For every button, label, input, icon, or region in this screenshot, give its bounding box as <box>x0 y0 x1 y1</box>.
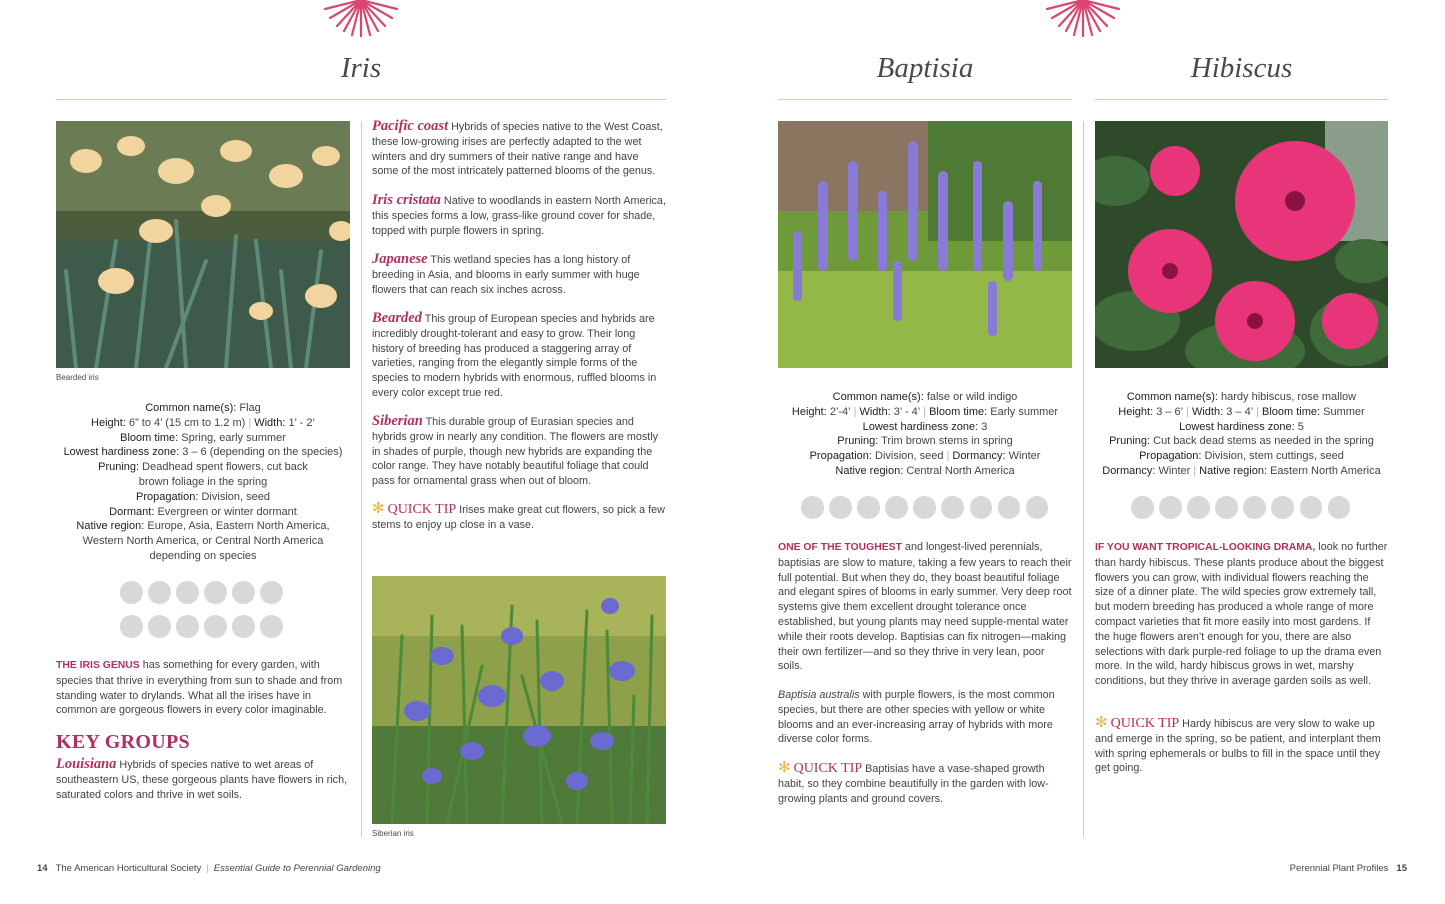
dot <box>913 496 936 519</box>
dot <box>941 496 964 519</box>
iris-title: Iris <box>340 52 382 84</box>
dot <box>1243 496 1266 519</box>
dot <box>232 615 255 638</box>
dot <box>829 496 852 519</box>
baptisia-title: Baptisia <box>876 52 974 84</box>
title-rule <box>56 99 666 100</box>
group-bearded: Bearded This group of European species and hybrids are incredibly drought-tolerant and easy to grow. Their long history of breeding has produced a staggering array of varieties, ranging from the elegantly simple forms of the species to modern hybrids with enormous, ruffled blooms in every color except true red. <box>372 310 657 399</box>
siberian-iris-photo <box>372 576 666 824</box>
rating-dots <box>801 496 1048 519</box>
dot <box>1300 496 1323 519</box>
bearded-iris-photo <box>56 121 350 368</box>
dot <box>260 615 283 638</box>
rating-dots <box>1131 496 1350 519</box>
dot <box>1271 496 1294 519</box>
rating-dots <box>120 615 283 638</box>
title-rule <box>1095 99 1388 100</box>
baptisia-info-block: Common name(s): false or wild indigo Height: 2’-4’ | Width: 3’ - 4’ | Bloom time: Early summer Lowest hardiness zone: 3 Pruning: Trim brown stems in spring Propagation: Division, seed | Dormancy: Winter Native region: Central North America <box>791 391 1059 477</box>
key-groups-heading: KEY GROUPS <box>56 731 190 753</box>
group-japanese: Japanese This wetland species has a long history of breeding in Asia, and blooms in early summer with huge flowers that can reach six inches across. <box>372 251 640 296</box>
asterisk-star-icon: ✻ <box>1095 714 1108 731</box>
baptisia-intro: ONE OF THE TOUGHEST and longest-lived perennials, baptisias are slow to mature, taking a few years to reach their full potential. But when they do, they boast beautiful foliage and elegant spires of blooms in early summer. Very deep root systems give them excellent drought tolerance once established, but young plants may need supple-mental water while their roots develop. Baptisias can fix nitrogen—making their own fertilizer—and so they thrive in very lean, poor soils. <box>778 541 1072 673</box>
column-divider <box>1083 121 1084 837</box>
hibiscus-title: Hibiscus <box>1190 52 1293 84</box>
dot <box>232 581 255 604</box>
dot <box>1026 496 1049 519</box>
group-siberian: Siberian This durable group of Eurasian species and hybrids grow in nearly any condition. The flowers are mostly in shades of purple, though new hybrids are expanding the color range. They have notably beautiful foliage that could pass for ornamental grass when out of bloom. <box>372 413 659 488</box>
dot <box>148 581 171 604</box>
hibiscus-photo <box>1095 121 1388 368</box>
hibiscus-info-block: Common name(s): hardy hibiscus, rose mallow Height: 3 – 6’ | Width: 3 – 4’ | Bloom time: Summer Lowest hardiness zone: 5 Pruning: Cut back dead stems as needed in the spring Propagation: Division, stem cuttings, seed Dormancy: Winter | Native region: Eastern North America <box>1102 391 1381 477</box>
dot <box>120 581 143 604</box>
group-iris-cristata: Iris cristata Native to woodlands in eastern North America, this species forms a low, grass-like ground cover for shade, topped with purple flowers in spring. <box>372 192 666 237</box>
baptisia-species-paragraph: Baptisia australis with purple flowers, is the most common species, but there are other species with yellow or white blooms and an ever-increasing array of hybrids with more diverse color forms. <box>778 689 1055 746</box>
baptisia-photo <box>778 121 1072 368</box>
dot <box>176 615 199 638</box>
dot <box>120 615 143 638</box>
dot <box>1131 496 1154 519</box>
daisy-burst-icon <box>322 0 400 40</box>
left-footer: 14 The American Horticultural Society | Essential Guide to Perennial Gardening <box>37 863 381 874</box>
photo-caption: Siberian iris <box>372 829 414 838</box>
title-rule <box>778 99 1072 100</box>
dot <box>970 496 993 519</box>
asterisk-star-icon: ✻ <box>372 500 385 517</box>
dot <box>857 496 880 519</box>
dot <box>885 496 908 519</box>
rating-dots <box>120 581 283 604</box>
dot <box>204 615 227 638</box>
right-footer: Perennial Plant Profiles 15 <box>1289 863 1407 874</box>
quick-tip: ✻ QUICK TIP Baptisias have a vase-shaped growth habit, so they combine beautifully in the garden with low-growing plants and ground covers. <box>778 759 1049 805</box>
asterisk-star-icon: ✻ <box>778 759 791 776</box>
dot <box>204 581 227 604</box>
iris-intro: THE IRIS GENUS has something for every garden, with species that thrive in everything from sun to shade and from standing water to drylands. What all the irises have in common are gorgeous flowers in every color imaginable. <box>56 659 343 717</box>
dot <box>998 496 1021 519</box>
daisy-burst-icon <box>1044 0 1122 40</box>
dot <box>1328 496 1351 519</box>
dot <box>148 615 171 638</box>
column-divider <box>361 121 362 837</box>
quick-tip: ✻ QUICK TIP Irises make great cut flowers, so pick a few stems to enjoy up close in a vase. <box>372 500 665 531</box>
quick-tip: ✻ QUICK TIP Hardy hibiscus are very slow to wake up and emerge in the spring, so be patient, and interplant them with spring ephemerals or bulbs to fill in the space until they get going. <box>1095 714 1381 775</box>
hibiscus-intro: IF YOU WANT TROPICAL-LOOKING DRAMA, look no further than hardy hibiscus. These plants produce about the biggest flowers you can grow, with individual flowers reaching the size of a dinner plate. The wild species grow extremely tall, but modern breeding has produced a whole range of more compact varieties that fit more easily into most gardens. If the huge flowers aren’t enough for you, there are also selections with dark purple-red foliage to up the drama even more. In the wild, hardy hibiscus grows in wet, marshy conditions, but they thrive in average garden soils as well. <box>1095 541 1388 688</box>
dot <box>260 581 283 604</box>
dot <box>176 581 199 604</box>
dot <box>1215 496 1238 519</box>
dot <box>1187 496 1210 519</box>
group-pacific-coast: Pacific coast Hybrids of species native to the West Coast, these low-growing irises are perfectly adapted to the wet winters and dry summers of their native range and have some of the most intricately patterned blooms of the genus. <box>372 118 663 178</box>
photo-caption: Bearded iris <box>56 373 99 382</box>
dot <box>801 496 824 519</box>
group-louisiana: Louisiana Hybrids of species native to wet areas of southeastern US, these gorgeous plants have flowers in rich, saturated colors and thrive in wet soils. <box>56 756 348 801</box>
iris-info-block: Common name(s): Flag Height: 6” to 4’ (15 cm to 1.2 m) | Width: 1’ - 2’ Bloom time: Spring, early summer Lowest hardiness zone: 3 – 6 (depending on the species) Pruning: Deadhead spent flowers, cut back brown foliage in the spring Propagation: Division, seed Dormant: Evergreen or winter dormant Native region: Europe, Asia, Eastern North America, Western North America, or Central North America depending on species <box>63 402 343 562</box>
dot <box>1159 496 1182 519</box>
